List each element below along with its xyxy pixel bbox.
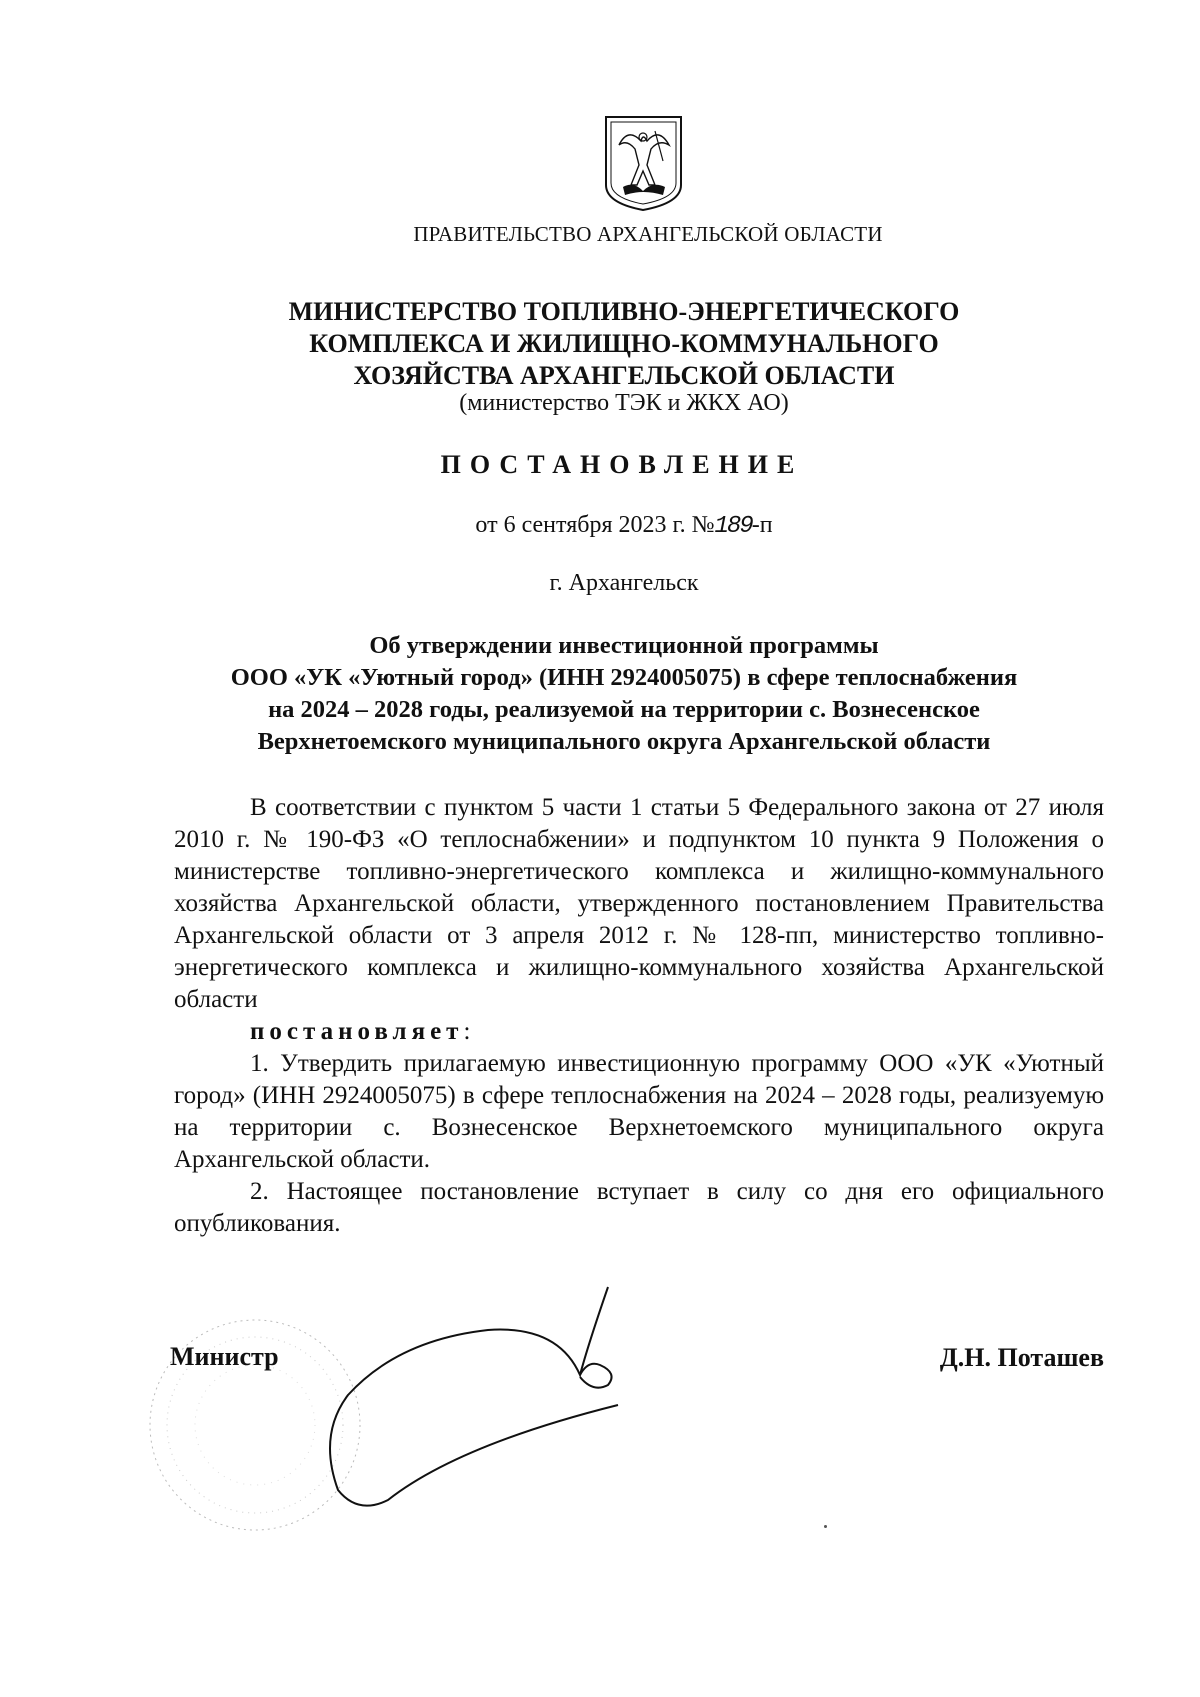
document-type: ПОСТАНОВЛЕНИЕ: [440, 450, 804, 479]
ministry-name: [0, 296, 1200, 392]
document-date-number: [0, 512, 1200, 540]
document-number: 189: [714, 513, 752, 540]
document-body: [174, 792, 1104, 1240]
document-date: от 6 сентября 2023 г. №: [475, 512, 715, 538]
subject-line: ООО «УК «Уютный город» (ИНН 2924005075) в сфере теплоснабжения: [230, 664, 1018, 691]
coat-of-arms-icon: [603, 115, 684, 212]
resolves-line: [174, 1016, 1104, 1048]
subject-line: на 2024 – 2028 годы, реализуемой на территории с. Вознесенское: [268, 696, 980, 723]
subject-line: Об утверждении инвестиционной программы: [369, 632, 879, 659]
ministry-short-name: (министерство ТЭК и ЖКХ АО): [459, 390, 789, 416]
government-name: ПРАВИТЕЛЬСТВО АРХАНГЕЛЬСКОЙ ОБЛАСТИ: [413, 222, 883, 246]
preamble-paragraph: В соответствии с пунктом 5 части 1 статьи 5 Федерального закона от 27 июля 2010 г. № 190-ФЗ «О теплоснабжении» и подпунктом 10 пункта 9 Положения о министерстве топливно-энергетического комплекса и жилищно-коммунального хозяйства Архангельской области, утвержденного постановлением Правительства Архангельской области от 3 апреля 2012 г. № 128-пп, министерство топливно-энергетического комплекса и жилищно-коммунального хозяйства Архангельской области: [174, 794, 1104, 1013]
scan-speck: [824, 1525, 827, 1528]
resolves-colon: :: [463, 1018, 471, 1045]
handwritten-signature-icon: [318, 1285, 678, 1515]
item-2-paragraph: 2. Настоящее постановление вступает в силу со дня его официального опубликования.: [174, 1178, 1104, 1237]
signatory-title: Министр: [170, 1342, 279, 1371]
document-number-suffix: -п: [751, 512, 773, 538]
document-city: г. Архангельск: [549, 570, 699, 596]
ministry-line: КОМПЛЕКСА И ЖИЛИЩНО-КОММУНАЛЬНОГО: [309, 329, 939, 358]
subject-line: Верхнетоемского муниципального округа Архангельской области: [257, 728, 991, 755]
ministry-line: МИНИСТЕРСТВО ТОПЛИВНО-ЭНЕРГЕТИЧЕСКОГО: [288, 297, 960, 326]
ministry-line: ХОЗЯЙСТВА АРХАНГЕЛЬСКОЙ ОБЛАСТИ: [353, 361, 895, 390]
document-subject: [0, 630, 1200, 758]
signatory-name: Д.Н. Поташев: [939, 1343, 1104, 1372]
item-1-paragraph: 1. Утвердить прилагаемую инвестиционную программу ООО «УК «Уютный город» (ИНН 2924005075) в сфере теплоснабжения на 2024 – 2028 годы, реализуемую на территории с. Вознесенское Верхнетоемского муниципального округа Архангельской области.: [174, 1050, 1104, 1173]
resolves-word: постановляет: [250, 1018, 464, 1045]
